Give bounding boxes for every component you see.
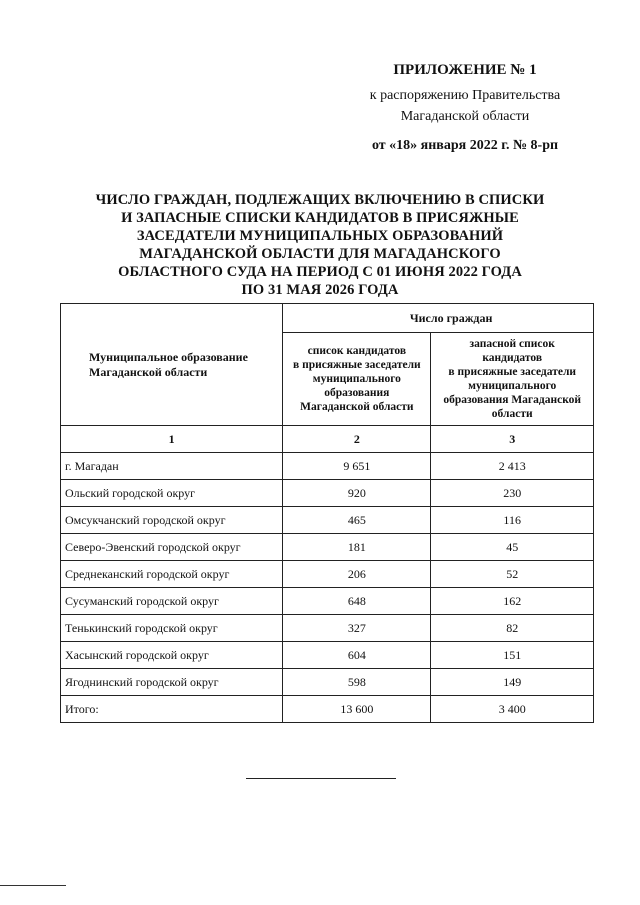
document-title-line: ОБЛАСТНОГО СУДА НА ПЕРИОД С 01 ИЮНЯ 2022 ГОДА — [118, 264, 522, 280]
candidates-count: 604 — [283, 642, 431, 669]
candidates-count: 181 — [283, 534, 431, 561]
document-title-line: ЗАСЕДАТЕЛИ МУНИЦИПАЛЬНЫХ ОБРАЗОВАНИЙ — [136, 228, 504, 244]
citizens-table — [60, 303, 594, 723]
municipality-name: Среднеканский городской округ — [61, 561, 283, 588]
separator-line — [246, 778, 396, 779]
table-row — [61, 561, 594, 588]
total-reserve: 3 400 — [431, 696, 594, 723]
appendix-line-decree: к распоряжению Правительства — [369, 88, 561, 103]
table-row — [61, 480, 594, 507]
margin-rule — [0, 885, 66, 886]
candidates-count: 648 — [283, 588, 431, 615]
table-row — [61, 642, 594, 669]
reserve-count: 52 — [431, 561, 594, 588]
municipality-name: Тенькинский городской округ — [61, 615, 283, 642]
reserve-count: 149 — [431, 669, 594, 696]
appendix-date: от «18» января 2022 г. № 8-рп — [371, 138, 559, 153]
header-citizen-count: Число граждан — [283, 304, 594, 333]
candidates-count: 465 — [283, 507, 431, 534]
appendix-line-region: Магаданской области — [400, 109, 530, 124]
reserve-count: 230 — [431, 480, 594, 507]
column-number: 1 — [61, 426, 283, 453]
header-reserve-line: запасной список — [469, 338, 555, 350]
header-candidates-line: Магаданской области — [300, 401, 414, 413]
document-title-line: И ЗАПАСНЫЕ СПИСКИ КАНДИДАТОВ В ПРИСЯЖНЫЕ — [121, 210, 519, 226]
reserve-count: 45 — [431, 534, 594, 561]
header-reserve-line: в присяжные заседатели — [448, 366, 577, 378]
header-candidates-line: в присяжные заседатели — [293, 359, 421, 371]
total-label: Итого: — [61, 696, 283, 723]
table-header-row — [61, 304, 594, 333]
candidates-count: 206 — [283, 561, 431, 588]
reserve-count: 2 413 — [431, 453, 594, 480]
header-municipality — [61, 304, 283, 426]
document-title-line: МАГАДАНСКОЙ ОБЛАСТИ ДЛЯ МАГАДАНСКОГО — [139, 246, 501, 262]
municipality-name: Хасынский городской округ — [61, 642, 283, 669]
header-reserve-list — [431, 333, 594, 426]
total-row — [61, 696, 594, 723]
candidates-count: 920 — [283, 480, 431, 507]
column-number: 2 — [283, 426, 431, 453]
reserve-count: 162 — [431, 588, 594, 615]
municipality-name: Северо-Эвенский городской округ — [61, 534, 283, 561]
header-municipality-line: Магаданской области — [89, 364, 208, 379]
appendix-title: ПРИЛОЖЕНИЕ № 1 — [393, 62, 537, 78]
table-row — [61, 453, 594, 480]
header-reserve-line: кандидатов — [482, 352, 543, 364]
document-title-line: ПО 31 МАЯ 2026 ГОДА — [241, 282, 399, 298]
total-candidates: 13 600 — [283, 696, 431, 723]
reserve-count: 82 — [431, 615, 594, 642]
reserve-count: 151 — [431, 642, 594, 669]
header-municipality-line: Муниципальное образование — [89, 349, 248, 364]
municipality-name: Ягоднинский городской округ — [61, 669, 283, 696]
table-row — [61, 588, 594, 615]
header-candidates-list — [283, 333, 431, 426]
table-body — [61, 453, 594, 696]
header-reserve-line: образования Магаданской — [443, 394, 582, 406]
table-row — [61, 669, 594, 696]
header-candidates-line: образования — [324, 387, 390, 399]
column-number-row — [61, 426, 594, 453]
municipality-name: Сусуманский городской округ — [61, 588, 283, 615]
document-title-line: ЧИСЛО ГРАЖДАН, ПОДЛЕЖАЩИХ ВКЛЮЧЕНИЮ В СПИСКИ — [95, 192, 545, 208]
table-row — [61, 615, 594, 642]
appendix-block — [330, 60, 600, 156]
candidates-count: 9 651 — [283, 453, 431, 480]
candidates-count: 598 — [283, 669, 431, 696]
header-reserve-line: области — [491, 408, 533, 420]
table-row — [61, 507, 594, 534]
document-title — [60, 191, 580, 299]
table-row — [61, 534, 594, 561]
municipality-name: Ольский городской округ — [61, 480, 283, 507]
candidates-count: 327 — [283, 615, 431, 642]
column-number: 3 — [431, 426, 594, 453]
municipality-name: г. Магадан — [61, 453, 283, 480]
header-candidates-line: список кандидатов — [307, 345, 407, 357]
municipality-name: Омсукчанский городской округ — [61, 507, 283, 534]
reserve-count: 116 — [431, 507, 594, 534]
header-reserve-line: муниципального — [468, 380, 557, 392]
header-candidates-line: муниципального — [312, 373, 401, 385]
